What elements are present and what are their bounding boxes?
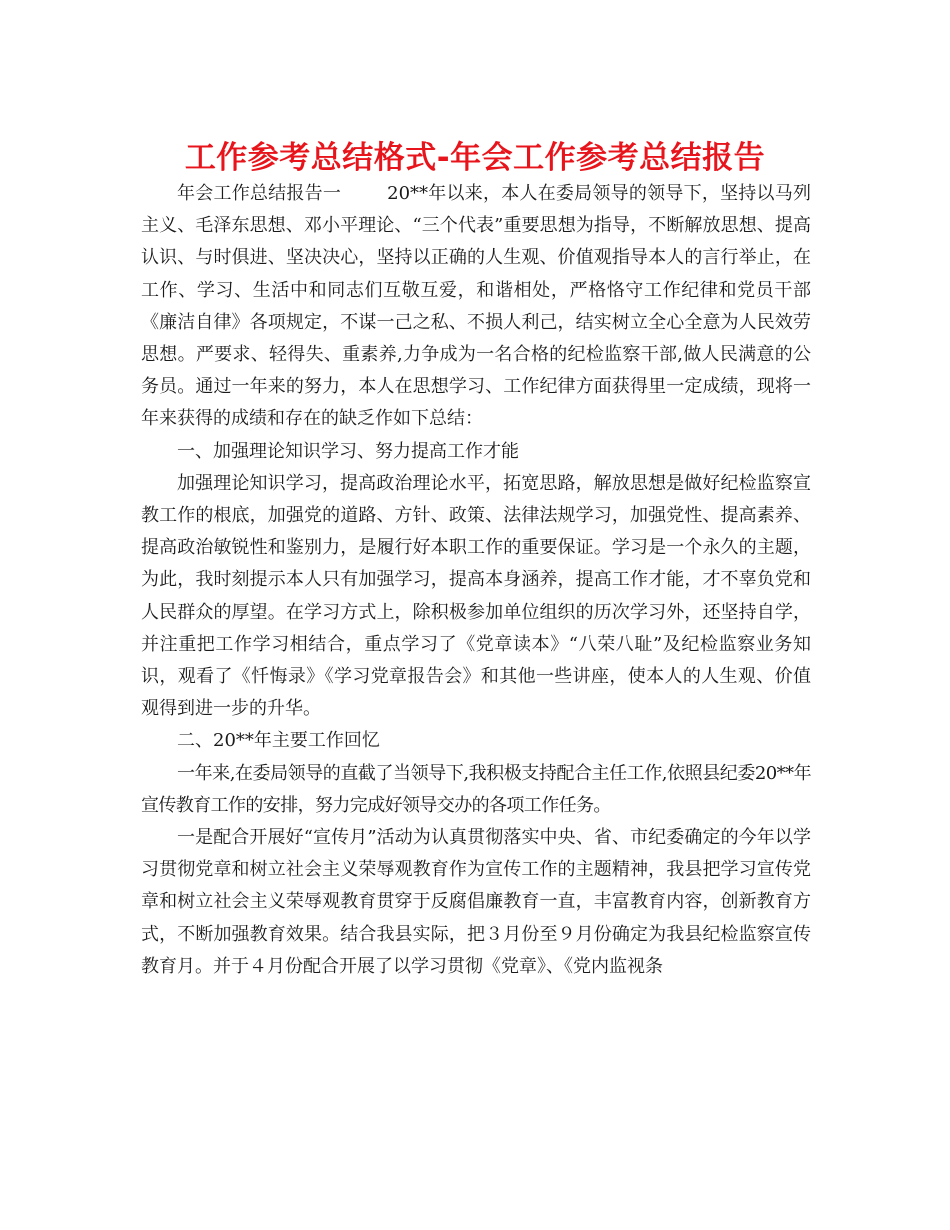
section-heading-1: 一、加强理论知识学习、努力提高工作才能: [177, 440, 519, 462]
section-heading-2: 二、20**年主要工作回忆: [177, 730, 380, 752]
paragraph-propaganda-month: 一是配合开展好“宣传月”活动为认真贯彻落实中央、省、市纪委确定的今年以学习贯彻党章和树立社会主义荣辱观教育作为宣传工作的主题精神，我县把学习宣传党章和树立社会主义荣辱观教育贯穿于反腐倡廉教育一直，丰富教育内容，创新教育方式，不断加强教育效果。结合我县实际，把３月份至９月份确定为我县纪检监察宣传教育月。并于４月份配合开展了以学习贯彻《党章》、《党内监视条: [141, 827, 811, 977]
document-body: [141, 178, 811, 983]
document-title: 工作参考总结格式-年会工作参考总结报告: [184, 140, 766, 176]
paragraph-text: 20**年以来，本人在委局领导的领导下，坚持以马列主义、毛泽东思想、邓小平理论、“三个代表”重要思想为指导，不断解放思想、提高认识、与时俱进、坚决决心，坚持以正确的人生观、价值观指导本人的言行举止，在工作、学习、生活中和同志们互敬互爱，和谐相处，严格恪守工作纪律和党员干部《廉洁自律》各项规定，不谋一己之私、不损人利己，结实树立全心全意为人民效劳思想。严要求、轻得失、重素养,力争成为一名合格的纪检监察干部,做人民满意的公务员。通过一年来的努力，本人在思想学习、工作纪律方面获得里一定成绩，现将一年来获得的成绩和存在的缺乏作如下总结：: [141, 183, 812, 430]
paragraph-intro: [141, 178, 811, 436]
paragraph-work-review: 一年来,在委局领导的直截了当领导下,我积极支持配合主任工作,依照县纪委20**年宣传教育工作的安排，努力完成好领导交办的各项工作任务。: [141, 762, 811, 816]
intro-label: 年会工作总结报告一: [177, 183, 342, 204]
paragraph-study: 加强理论知识学习，提高政治理论水平，拓宽思路，解放思想是做好纪检监察宣教工作的根底，加强党的道路、方针、政策、法律法规学习，加强党性、提高素养、提高政治敏锐性和鉴别力，是履行好本职工作的重要保证。学习是一个永久的主题，为此，我时刻提示本人只有加强学习，提高本身涵养，提高工作才能，才不辜负党和人民群众的厚望。在学习方式上，除积极参加单位组织的历次学习外，还坚持自学，并注重把工作学习相结合，重点学习了《党章读本》“八荣八耻”及纪检监察业务知识，观看了《忏悔录》《学习党章报告会》和其他一些讲座，使本人的人生观、价值观得到进一步的升华。: [141, 472, 811, 720]
